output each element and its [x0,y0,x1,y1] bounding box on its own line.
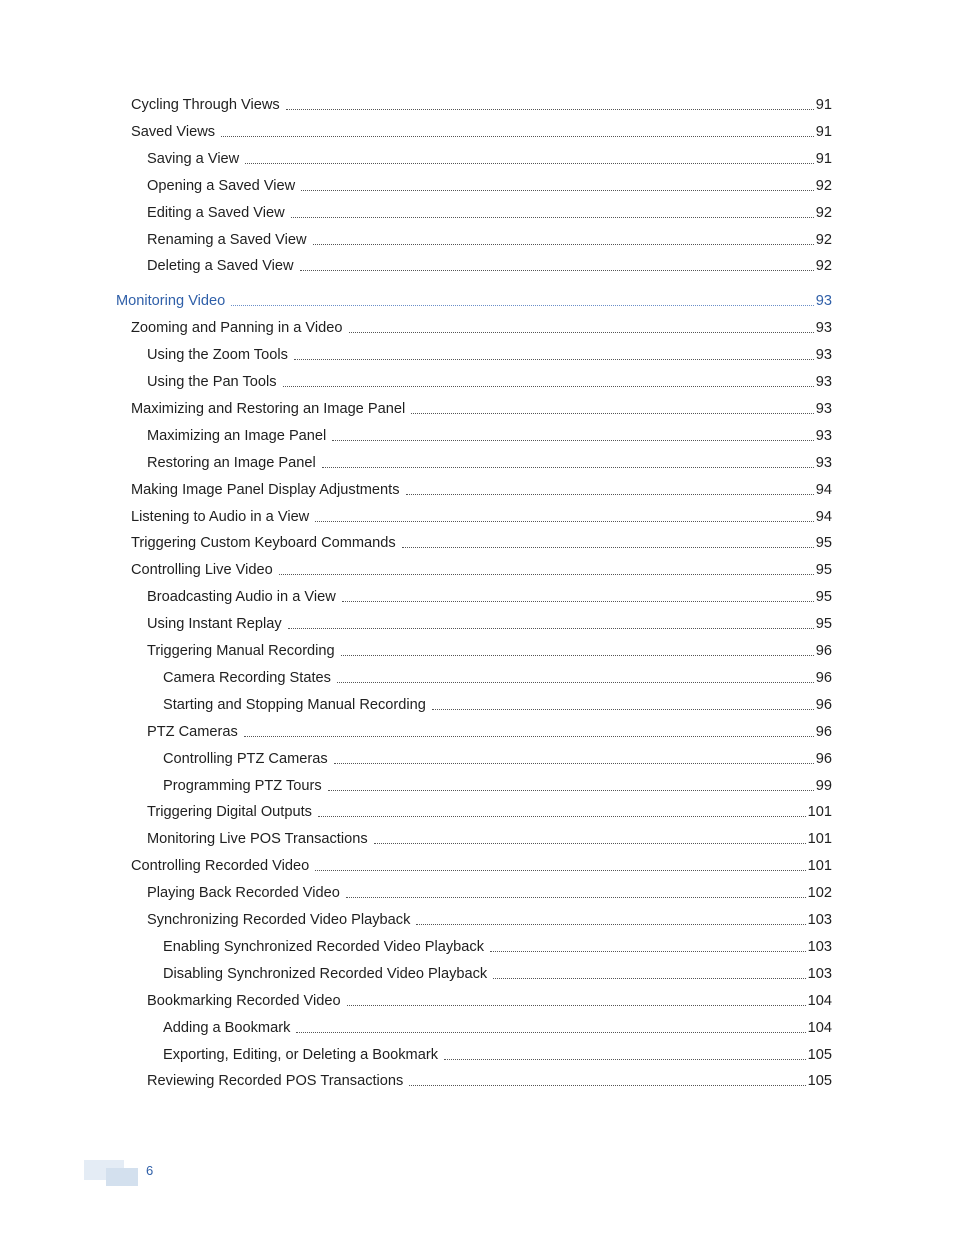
toc-dot-leader [349,332,814,333]
toc-dot-leader [490,951,806,952]
toc-entry-page: 92 [815,258,832,274]
toc-entry[interactable] [163,776,832,796]
toc-entry-page: 105 [807,1047,832,1063]
toc-entry-page: 101 [807,831,832,847]
toc-entry[interactable] [131,480,832,500]
toc-dot-leader [286,109,814,110]
toc-dot-leader [231,305,814,306]
toc-entry[interactable] [147,345,832,365]
toc-dot-leader [296,1032,805,1033]
toc-dot-leader [294,359,814,360]
page-number: 6 [146,1163,154,1178]
toc-entry-title: Deleting a Saved View [147,258,294,274]
toc-entry-title: Controlling PTZ Cameras [163,751,328,767]
toc-entry-title: Enabling Synchronized Recorded Video Playback [163,939,484,955]
toc-entry-page: 92 [815,205,832,221]
toc-entry[interactable] [163,668,832,688]
toc-entry-page: 93 [815,347,832,363]
toc-dot-leader [291,217,814,218]
toc-dot-leader [334,763,814,764]
toc-dot-leader [444,1059,806,1060]
toc-dot-leader [283,386,814,387]
toc-entry[interactable] [131,399,832,419]
toc-entry-page: 96 [815,697,832,713]
toc-entry[interactable] [147,587,832,607]
toc-entry-page: 103 [807,966,832,982]
toc-entry-title: Controlling Live Video [131,562,273,578]
toc-dot-leader [409,1085,805,1086]
toc-entry[interactable] [131,507,832,527]
toc-entry[interactable] [147,176,832,196]
toc-entry-page: 91 [815,97,832,113]
toc-entry-page: 95 [815,535,832,551]
toc-entry-title: Saved Views [131,124,216,140]
toc-dot-leader [406,494,814,495]
toc-entry-page: 93 [815,374,832,390]
toc-entry-title: Exporting, Editing, or Deleting a Bookmark [163,1047,438,1063]
toc-entry-page: 103 [807,912,832,928]
toc-entry-page: 101 [807,804,832,820]
toc-entry[interactable] [147,426,832,446]
toc-entry-page: 93 [815,293,832,309]
toc-dot-leader [347,1005,806,1006]
toc-entry[interactable] [147,203,832,223]
toc-dot-leader [402,547,814,548]
toc-entry-title: Programming PTZ Tours [163,778,322,794]
toc-entry-title: Bookmarking Recorded Video [147,993,341,1009]
toc-chapter-entry[interactable] [116,291,832,311]
toc-dot-leader [313,244,814,245]
toc-dot-leader [346,897,806,898]
toc-entry[interactable] [131,533,832,553]
toc-entry-title: Triggering Custom Keyboard Commands [131,535,396,551]
toc-entry[interactable] [147,991,832,1011]
toc-dot-leader [315,521,814,522]
toc-entry[interactable] [147,453,832,473]
toc-dot-leader [318,816,806,817]
toc-entry-title: Restoring an Image Panel [147,455,316,471]
toc-dot-leader [374,843,806,844]
toc-entry-page: 92 [815,178,832,194]
toc-dot-leader [411,413,814,414]
toc-entry-page: 95 [815,589,832,605]
toc-dot-leader [341,655,814,656]
toc-entry-title: Triggering Manual Recording [147,643,335,659]
toc-dot-leader [221,136,814,137]
toc-entry-page: 93 [815,455,832,471]
footer-logo-icon [84,1160,140,1188]
toc-entry[interactable] [163,964,832,984]
toc-entry-page: 99 [815,778,832,794]
toc-entry-title: Monitoring Live POS Transactions [147,831,368,847]
toc-entry-title: Using Instant Replay [147,616,282,632]
toc-entry[interactable] [163,937,832,957]
toc-entry[interactable] [163,1045,832,1065]
toc-entry-title: Making Image Panel Display Adjustments [131,482,400,498]
toc-entry[interactable] [147,230,832,250]
toc-entry-title: Reviewing Recorded POS Transactions [147,1073,404,1089]
toc-entry-title: Adding a Bookmark [163,1020,291,1036]
toc-entry-page: 92 [815,232,832,248]
toc-entry-title: Renaming a Saved View [147,232,307,248]
toc-entry-title: Listening to Audio in a View [131,509,310,525]
toc-entry-title: Synchronizing Recorded Video Playback [147,912,411,928]
toc-entry-page: 96 [815,724,832,740]
toc-entry-page: 102 [807,885,832,901]
toc-entry[interactable] [147,641,832,661]
toc-dot-leader [432,709,814,710]
toc-entry-page: 93 [815,428,832,444]
toc-entry[interactable] [131,318,832,338]
toc-entry-title: Using the Pan Tools [147,374,277,390]
toc-dot-leader [288,628,814,629]
toc-entry-title: Zooming and Panning in a Video [131,320,343,336]
toc-entry[interactable] [131,856,832,876]
toc-entry-title: Maximizing an Image Panel [147,428,327,444]
toc-dot-leader [332,440,814,441]
toc-entry[interactable] [131,122,832,142]
toc-entry-title: Disabling Synchronized Recorded Video Playback [163,966,488,982]
toc-entry[interactable] [163,749,832,769]
toc-entry-page: 105 [807,1073,832,1089]
toc-entry-page: 94 [815,482,832,498]
toc-entry[interactable] [131,95,832,115]
toc-entry-title: Triggering Digital Outputs [147,804,312,820]
toc-entry-page: 103 [807,939,832,955]
toc-entry[interactable] [147,829,832,849]
toc-entry[interactable] [147,722,832,742]
toc-entry-title: Saving a View [147,151,240,167]
toc-entry[interactable] [163,695,832,715]
toc-entry-title: Controlling Recorded Video [131,858,310,874]
toc-entry-page: 91 [815,151,832,167]
toc-dot-leader [245,163,814,164]
toc-entry-title: Using the Zoom Tools [147,347,288,363]
toc-entry-title: Camera Recording States [163,670,331,686]
toc-entry-page: 95 [815,616,832,632]
toc-entry-title: Broadcasting Audio in a View [147,589,336,605]
toc-dot-leader [300,270,814,271]
toc-entry-title: Maximizing and Restoring an Image Panel [131,401,406,417]
toc-entry-title: Editing a Saved View [147,205,285,221]
toc-entry-title: Monitoring Video [116,293,226,309]
toc-entry-page: 94 [815,509,832,525]
toc-entry[interactable] [147,256,832,276]
toc-entry-page: 91 [815,124,832,140]
toc-dot-leader [493,978,805,979]
toc-entry-title: Opening a Saved View [147,178,296,194]
toc-entry-page: 95 [815,562,832,578]
toc-entry[interactable] [131,560,832,580]
toc-entry-title: Starting and Stopping Manual Recording [163,697,426,713]
toc-entry-page: 96 [815,670,832,686]
toc-entry[interactable] [147,1071,832,1091]
toc-entry[interactable] [147,802,832,822]
toc-dot-leader [416,924,805,925]
toc-dot-leader [322,467,814,468]
toc-dot-leader [328,790,814,791]
toc-entry-page: 93 [815,401,832,417]
toc-dot-leader [279,574,814,575]
toc-entry-page: 96 [815,643,832,659]
toc-entry[interactable] [163,1018,832,1038]
toc-entry-title: Cycling Through Views [131,97,280,113]
toc-entry[interactable] [147,883,832,903]
toc-dot-leader [301,190,814,191]
toc-dot-leader [342,601,814,602]
toc-entry[interactable] [147,910,832,930]
toc-entry-title: Playing Back Recorded Video [147,885,340,901]
toc-dot-leader [244,736,814,737]
toc-entry[interactable] [147,614,832,634]
toc-dot-leader [315,870,805,871]
toc-entry-page: 96 [815,751,832,767]
toc-entry-page: 104 [807,993,832,1009]
toc-entry[interactable] [147,372,832,392]
toc-entry-title: PTZ Cameras [147,724,238,740]
toc-entry-page: 101 [807,858,832,874]
toc-dot-leader [337,682,814,683]
toc-entry-page: 93 [815,320,832,336]
toc-entry-page: 104 [807,1020,832,1036]
toc-entry[interactable] [147,149,832,169]
